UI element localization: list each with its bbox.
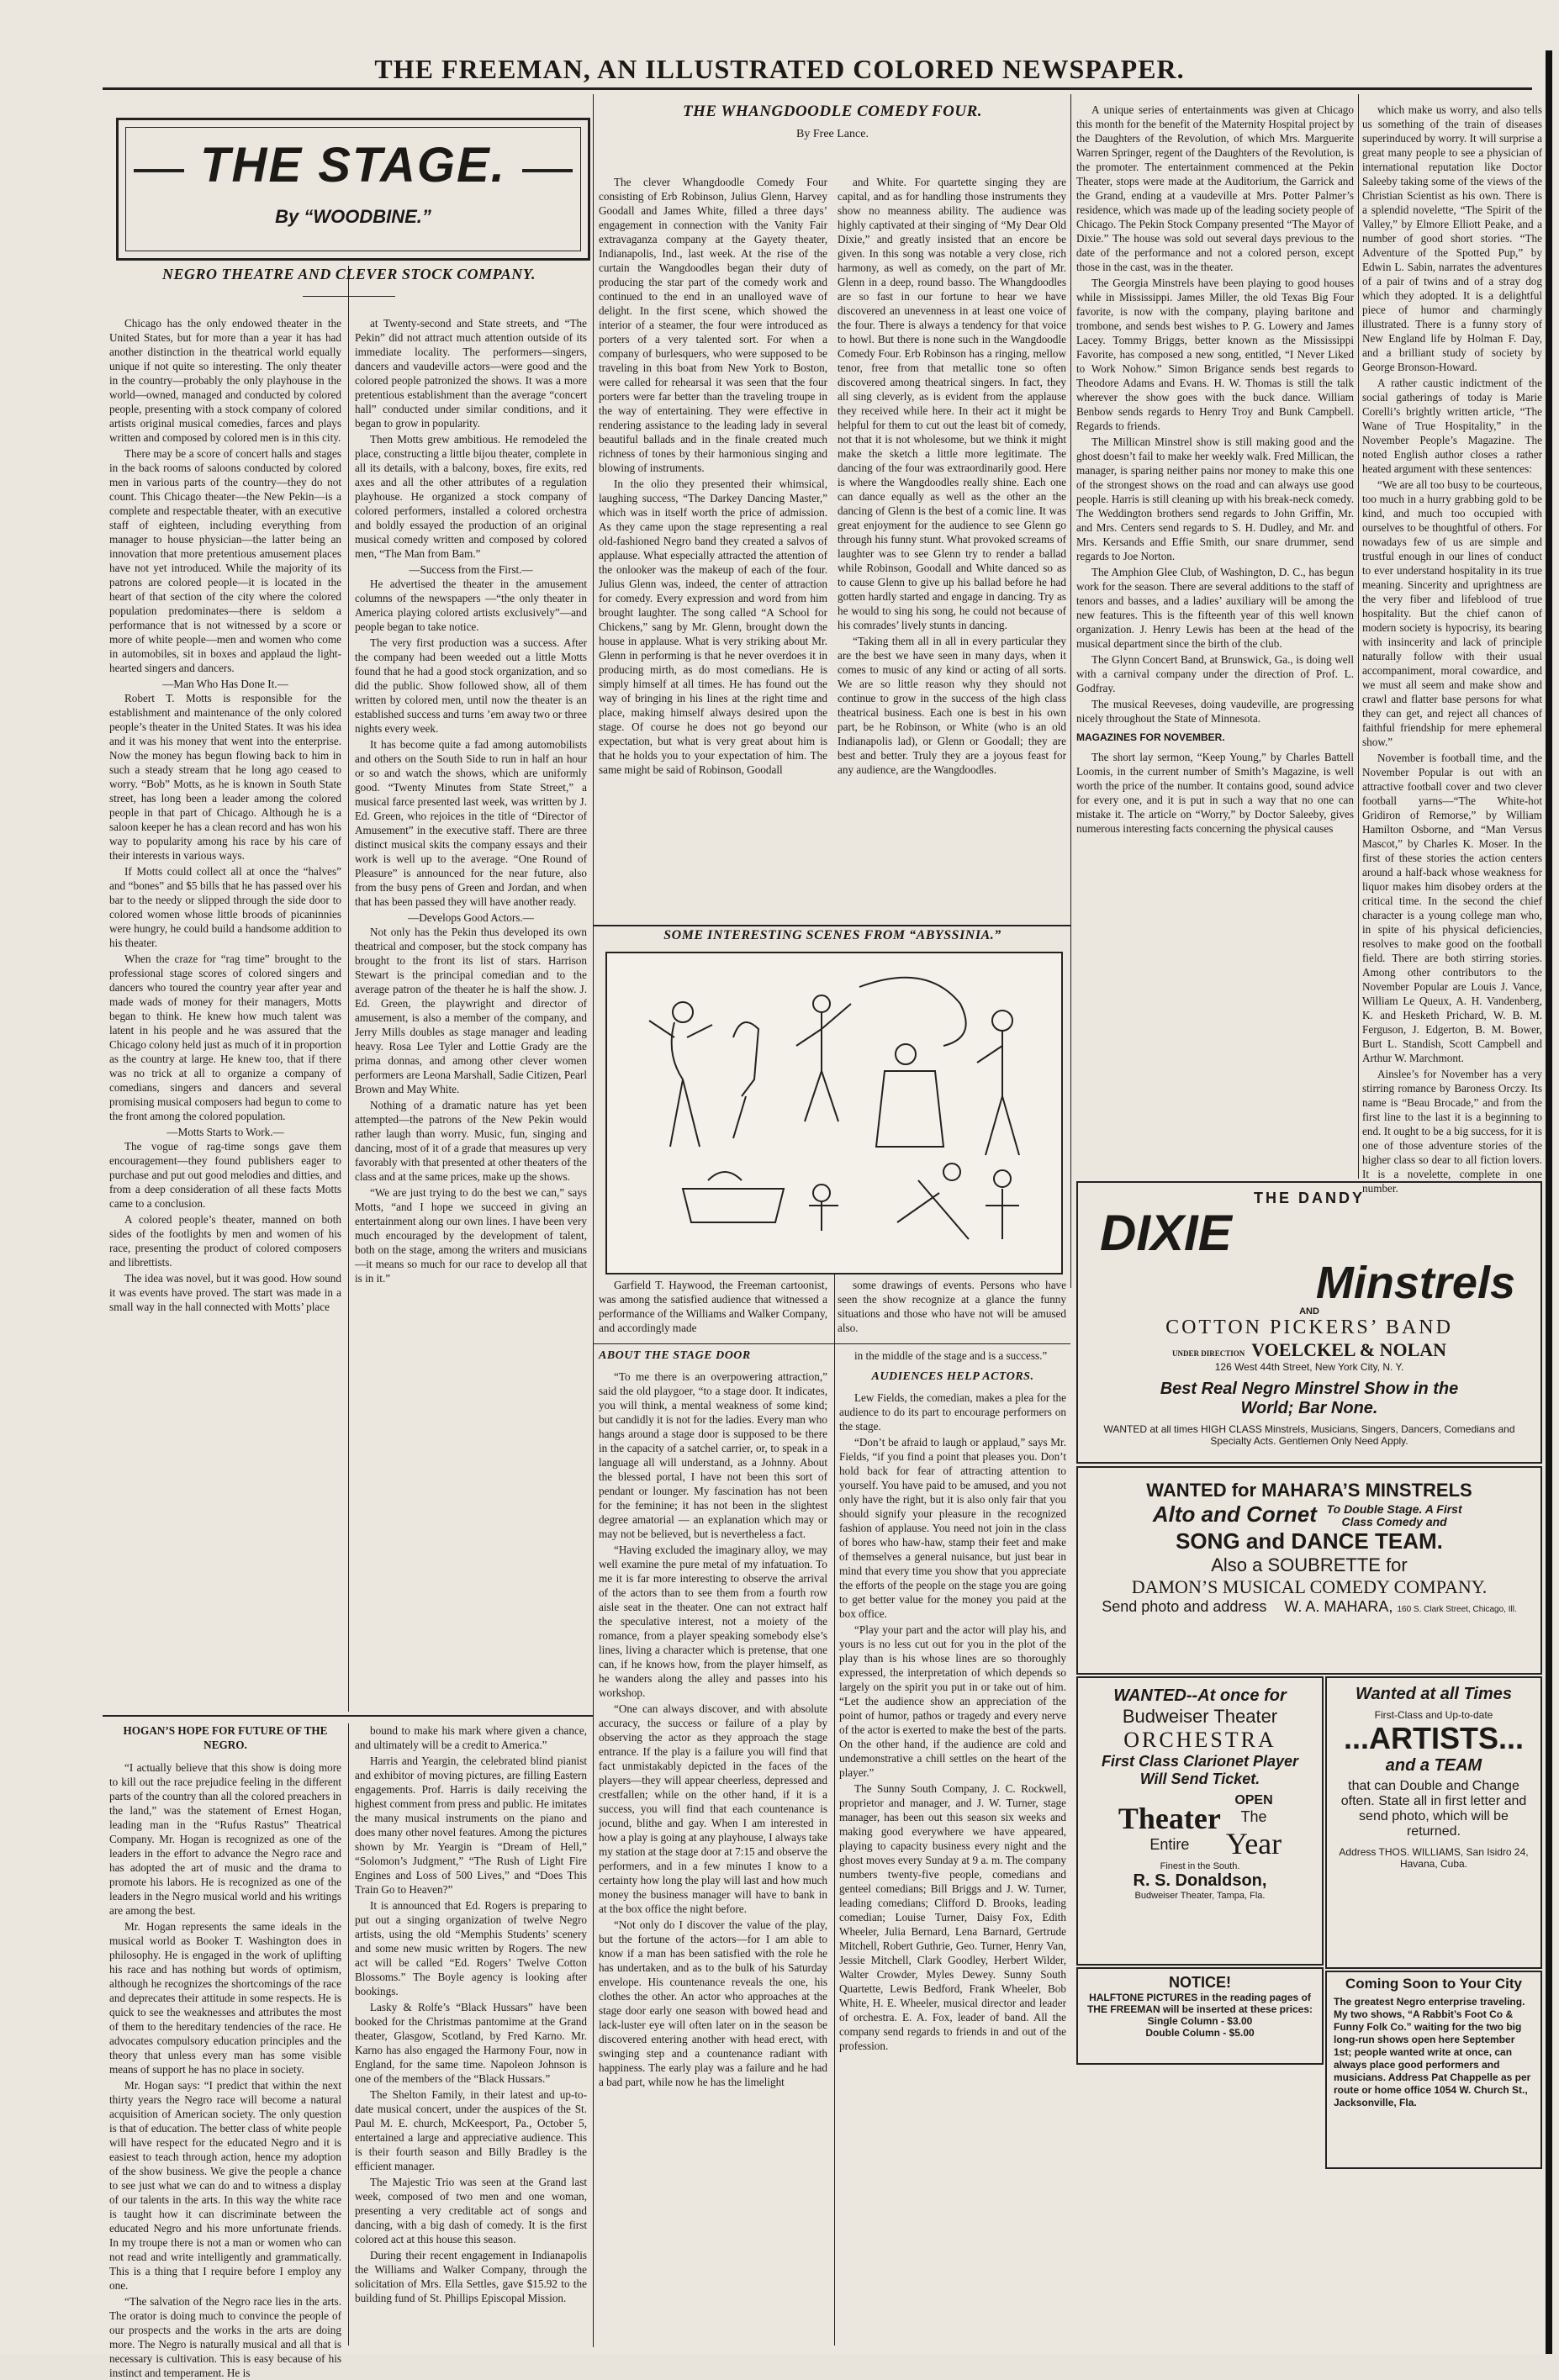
article-paragraph: The idea was novel, but it was good. How sound it was events have proved. The start was made in a small way in the hall connected with Motts’ place bbox=[109, 1272, 341, 1313]
article-paragraph: “I actually believe that this show is doing more to kill out the race prejudice feeling in the different parts of the country than all the colored preachers in the land,” was the statement of Ernest Hogan, leading man in the “Rufus Rastus” Theatrical Company. Mr. Hogan is recognized as one of the leaders in the effort to advance the Negro race and has adopted the art of music and the drama to promote his labors. He is recognized as one of the leaders in the Negro musical world and his writings are among the best. bbox=[109, 1761, 341, 1917]
abyssinia-heading: SOME INTERESTING SCENES FROM “ABYSSINIA.” bbox=[663, 928, 1001, 942]
page-edge bbox=[1546, 50, 1552, 2354]
ad-line: Wanted at all Times bbox=[1356, 1685, 1512, 1703]
article-paragraph: bound to make his mark where given a chance, and ultimately will be a credit to America.” bbox=[355, 1724, 587, 1751]
ad-line: HALFTONE PICTURES in the reading pages of THE FREEMAN will be inserted at these prices: bbox=[1086, 1992, 1313, 2015]
stage-door-col bbox=[599, 1348, 827, 2346]
article-paragraph: There may be a score of concert halls and stages in the back rooms of saloons conducted by colored men in various parts of the country—they do not count. This Chicago theater—the New Pekin—is a complete and respectable theater, with an executive staff of eighteen, including everything from manager to house physician—the latter being an innovation that more pretentious amusement places have not yet introduced. While the majority of its patrons are colored people—it is located in the heart of that section of the city where the colored population predominates—there is seldom a performance that is not witnessed by a score or more of white people—men and women who come in automobiles, sit in boxes and applaud the light-hearted singers and dancers. bbox=[109, 447, 341, 674]
article-paragraph: A unique series of entertainments was given at Chicago this month for the benefit of the Maternity Hospital project by the Daughters of the Revolution, of which Mrs. Marguerite Warren Springer, regent of the Daughters of the Revolution, is the promoter. The entertainment commenced at the Pekin Theater, stops were made at the Auditorium, the Garrick and the Grand, ending at a vaudeville at Mrs. Potter Palmer’s residence, which was made up of the leading society people of Chicago. The Pekin Stock Company presented “The Mayor of Dixie.” The house was sold out several days previous to the date of the performance and not a colored person, except those in the cast, was in the theater. bbox=[1076, 103, 1354, 273]
article-paragraph: “We are just trying to do the best we can,” says Motts, “and I hope we succeed in giving an entertainment along our own lines. I have been very much encouraged by the development of talent, both on the stage, among the writers and musicians—it means so much for our race to develop all that is in it.” bbox=[355, 1186, 587, 1285]
article-paragraph: “One can always discover, and with absolute accuracy, the success or failure of a play by observing the actor as they approach the stage entrance. If the play is a failure you will find that fact unmistakably depicted in the faces of the players—they will appear cheerless, depressed and crestfallen; while on the other hand, if it is a success, you will find that each countenance is jocund, blithe and gay. When I am interested in how a play is going at any playhouse, I always take my station at the stage door at 7:15 and observe the performers, and in a few minutes I know to a certainty how long the play will last and how much money the business manager will have to bank in at the box office the night before. bbox=[599, 1702, 827, 1915]
negro-theatre-col-1 bbox=[109, 316, 341, 1707]
halftone-notice-ad bbox=[1076, 1967, 1324, 2065]
article-paragraph: in the middle of the stage and is a success.” bbox=[854, 1349, 1048, 1362]
artists-wanted-ad bbox=[1325, 1676, 1542, 1969]
right-col-1 bbox=[1076, 103, 1354, 1174]
article-paragraph: Chicago has the only endowed theater in the United States, but for more than a year it has had another distinction in the theatrical world equally unique if not quite so interesting. The only theater in the country—probably the only playhouse in the world—owned, managed and conducted by colored people, presenting with a stock company of colored artists original musical comedies, farces and plays written and composed by colored men is in this city. bbox=[109, 317, 341, 444]
article-paragraph: “Don’t be afraid to laugh or applaud,” says Mr. Fields, “if you find a point that pleases you. Don’t hold back for fear of attracting attention to yourself. You have paid to be amused, and you not only have the right, but it is also only fair that you should signify your pleasure in the recognized fashion of applause. You need not join in the class of bores who haw-haw, stamp their feet and make of themselves a general nuisance, but just bear in mind that every time you show that you appreciate the efforts of the people on the stage you are going to get better value for the money you paid at the box office. bbox=[839, 1436, 1066, 1620]
ad-line: Year bbox=[1225, 1827, 1282, 1860]
cartoon-caption: Garfield T. Haywood, the Freeman cartoonist, was among the satisfied audience that witnessed a performance of the Williams and Walker Company, and accordingly made bbox=[599, 1279, 827, 1334]
abyssinia-heading-wrap bbox=[599, 928, 1066, 948]
magazines-heading: MAGAZINES FOR NOVEMBER. bbox=[1076, 731, 1225, 743]
section-rule bbox=[594, 1343, 1070, 1344]
ad-line: Double Column - $5.00 bbox=[1145, 2027, 1255, 2039]
coming-soon-ad bbox=[1325, 1971, 1542, 2169]
ad-line: AND bbox=[1299, 1306, 1319, 1317]
ad-line: DAMON’S MUSICAL COMEDY COMPANY. bbox=[1131, 1576, 1488, 1598]
article-paragraph: When the craze for “rag time” brought to the professional stage scores of colored singers and dancers who toured the country year after year and made wads of money for their managers, Motts began to think. He knew how much talent was latent in his people and he was assured that the Chicago colony held just as much of it in proportion as the country at large. He knew too, that if there was no trick at all to organize a company of comedians, singers and dancers and several promising musical composers had begun to come to the front among the colored population. bbox=[109, 953, 341, 1122]
article-paragraph: The short lay sermon, “Keep Young,” by Charles Battell Loomis, in the current number of Smith’s Magazine, is well worth the price of the number. It contains good, sound advice for every one, and it is put in such a way that no one can mistake it. The article on “Worry,” by Doctor Saleeby, gives numerous interesting facts concerning the physical causes bbox=[1076, 751, 1354, 835]
article-paragraph: “Taking them all in all in every particular they are the best we have seen in many days, when it comes to music of any kind or acting of all sorts. We are so little reason why they should not continue to grow in the success of the high class theatrical business. Each one is best in his own part, be he Robinson, or White (who is an old Indianapolis lad), or Glenn or Goodall; they are best and better. Truly they are a joyous feast for any audience, are the Wangdoodles. bbox=[838, 635, 1066, 776]
abyssinia-caption-2 bbox=[838, 1278, 1066, 1340]
column-rule bbox=[1070, 94, 1071, 1288]
article-paragraph: Lasky & Rolfe’s “Black Hussars” have been booked for the Christmas pantomime at the Grand theater, Glasgow, Scotland, by Fred Karno. Mr. Karno has also engaged the Harmony Four, now in England, for the same time. Napoleon Johnson is one of the members of the “Black Hussars.” bbox=[355, 2001, 587, 2085]
article-paragraph: The clever Whangdoodle Comedy Four consisting of Erb Robinson, Julius Glenn, Harvey Goodall and James White, filled a three days’ engagement in connection with the Vanity Fair extravaganza company at the Gayety theater, Indianapolis, Ind., last week. At the rise of the curtain the Wangdoodles began their duty of producing the star part of the comedy work and continued to the end in an unalloyed wave of delight. In the first scene, which showed the interior of a steamer, the four were introduced as porters of a very talented sort. For when a company of burlesquers, who were supposed to be traveling in this boat from New York to Boston, were called for rehearsal it was seen that the four porters were far better than the traveling troupe in the way of entertaining. They were effective in rendering assistance to the leading lady in several beautiful ballads and in the finale created much richness of tones by their harmonious singing and blowing of instruments. bbox=[599, 176, 827, 474]
ad-line: Send photo and address bbox=[1102, 1598, 1267, 1616]
stage-title: THE STAGE. bbox=[200, 138, 506, 193]
ad-line: NOTICE! bbox=[1169, 1974, 1231, 1991]
budweiser-theater-ad bbox=[1076, 1676, 1324, 1966]
article-paragraph: He advertised the theater in the amusement columns of the newspapers —“the only theater in America playing colored artists exclusively”—and people began to take notice. bbox=[355, 578, 587, 633]
ad-line: W. A. MAHARA, bbox=[1284, 1598, 1393, 1616]
subheading: —Motts Starts to Work.— bbox=[166, 1126, 284, 1138]
article-paragraph: at Twenty-second and State streets, and “The Pekin” did not attract much attention outside of its immediate locality. The performers—singers, dancers and vaudeville actors—were good and the colored people patronized the shows. It was a more pretentious establishment than the average “concert hall” conducted under similar conditions, and it began to grow in popularity. bbox=[355, 317, 587, 430]
article-paragraph: The musical Reeveses, doing vaudeville, are progressing nicely throughout the State of Minnesota. bbox=[1076, 698, 1354, 725]
article-paragraph: “To me there is an overpowering attraction,” said the old playgoer, “to a stage door. It indicates, you will think, a mental weakness of some kind; but candidly it is not for the ladies. Every man who hangs around a stage door is supposed to be there in the capacity of a satchel carrier, or, to speak in a language all will understand, as a Johnny. About the blessed portal, I have not been this sort of pendant or lounger. My fascination has not been for the feminine; it has not been in the slightest degree amatorial — an explanation which may or may not be believed, but is nevertheless a fact. bbox=[599, 1370, 827, 1540]
ad-line: First-Class and Up-to-date bbox=[1374, 1709, 1493, 1721]
ad-line: Minstrels bbox=[1315, 1258, 1515, 1308]
ad-line: ...ARTISTS... bbox=[1343, 1721, 1524, 1755]
article-paragraph: “Play your part and the actor will play his, and yours is no less cut out for you in the plot of the play than is his whose lines are so thoroughly expressed, the interpretation of which depends so largely on the spirit you put in or take out of him. “Let the audience show an appreciation of the point of humor, pathos or tragedy and every nerve of the actor is exerted to make the best of the parts. On the other hand, if the audience are cold and undemonstrative a chill settles on the heart of the player.” bbox=[839, 1623, 1066, 1779]
hogan-col-1 bbox=[109, 1723, 341, 2379]
ad-line: Best Real Negro Minstrel Show in the bbox=[1160, 1380, 1459, 1398]
article-paragraph: “The salvation of the Negro race lies in the arts. The orator is doing much to convince the people of our prospects and the works in the arts are doing more. The Negro is naturally musical and all that is necessary is cultivation. This is easy because of his instinct and temperament. He is bbox=[109, 2295, 341, 2379]
whangdoodle-col-1 bbox=[599, 175, 827, 921]
ad-line: Also a SOUBRETTE for bbox=[1211, 1554, 1408, 1576]
article-paragraph: The Millican Minstrel show is still making good and the ghost doesn’t fail to make her weekly walk. Fred Millican, the manager, is sparing neither pains nor money to make this one of the strongest shows on the road and can always use good people. Harris is still cleaning up with his break-neck comedy. The Weddington brothers send regards to John Griffin, Mr. and Mrs. Centers send regards to S. H. Dudley, and Mr. and Mrs. Kersands and Effie Smith, our snare drummer, send regards to Joe Norton. bbox=[1076, 435, 1354, 562]
ad-line: VOELCKEL & NOLAN bbox=[1251, 1339, 1447, 1360]
article-paragraph: Mr. Hogan represents the same ideals in the musical world as Booker T. Washington does in philosophy. He is engaged in the work of uplifting his race and has nothing but words of optimism, although he recognizes the shortcomings of the race and deprecates their attitude in some respects. He is quick to see the weaknesses and attributes the most of them to the hereditary tendencies of the race. He advocates compulsory education principles and the theory that unless every man has some visible means of support he has no place in society. bbox=[109, 1920, 341, 2076]
ad-line: ORCHESTRA bbox=[1123, 1728, 1276, 1752]
ad-line: and a TEAM bbox=[1385, 1756, 1482, 1775]
column-rule bbox=[348, 1723, 349, 2346]
article-paragraph: A colored people’s theater, manned on both sides of the footlights by men and women of his race, presenting the product of colored composers and librettists. bbox=[109, 1213, 341, 1269]
audiences-heading: AUDIENCES HELP ACTORS. bbox=[871, 1370, 1034, 1383]
dixie-minstrels-ad bbox=[1076, 1181, 1542, 1464]
article-paragraph: It is announced that Ed. Rogers is preparing to put out a singing organization of twelve Negro artists, using the old “Memphis Students’ scenery and some new music written by Rogers. The new act will be called “Ed. Rogers’ Twelve Cotton Blossoms.” The Boyle agency is looking after bookings. bbox=[355, 1899, 587, 1997]
article-paragraph: Ainslee’s for November has a very stirring romance by Baroness Orczy. Its name is “Beau Brocade,” and from the first line to the last it is a beginning to end. It ought to be a big success, for it is one of those adventure stories of the higher class so dear to all fiction lovers. It is a novelette, complete in one number. bbox=[1362, 1068, 1542, 1195]
ad-line: DIXIE bbox=[1100, 1205, 1232, 1261]
ad-line: Address THOS. WILLIAMS, San Isidro 24, Havana, Cuba. bbox=[1339, 1846, 1529, 1870]
ad-line: Alto and Cornet bbox=[1152, 1501, 1317, 1527]
ad-line: WANTED for MAHARA’S MINSTRELS bbox=[1146, 1480, 1472, 1501]
whangdoodle-header bbox=[599, 103, 1066, 156]
article-paragraph: The Glynn Concert Band, at Brunswick, Ga., is doing well with a carnival company under the direction of Prof. L. Godfray. bbox=[1076, 653, 1354, 694]
article-paragraph: The Amphion Glee Club, of Washington, D. C., has begun work for the season. There are several additions to the staff of tenors and basses, and a ladies’ auxiliary will be among the new features. This is the fifteenth year of this well known organization. J. Henry Lewis has been at the head of the musical department since the birth of the club. bbox=[1076, 566, 1354, 650]
ad-line: WANTED--At once for bbox=[1113, 1686, 1287, 1705]
ad-line: World; Bar None. bbox=[1240, 1399, 1378, 1417]
article-paragraph: During their recent engagement in Indianapolis the Williams and Walker Company, through the solicitation of Mrs. Ella Settles, gave $15.92 to the building fund of St. Phillips Episcopal Mission. bbox=[355, 2249, 587, 2304]
stage-byline: By “WOODBINE.” bbox=[275, 206, 431, 227]
article-paragraph: The Shelton Family, in their latest and up-to-date musical concert, under the auspices of the St. Paul M. E. church, McKeesport, Pa., October 5, entertained a large and appreciative audience. This is their fourth season and Billy Bradley is the efficient manager. bbox=[355, 2088, 587, 2172]
whangdoodle-heading: THE WHANGDOODLE COMEDY FOUR. bbox=[682, 103, 983, 120]
article-paragraph: Lew Fields, the comedian, makes a plea for the audience to do its part to encourage performers on the stage. bbox=[839, 1391, 1066, 1433]
ad-line: COTTON PICKERS’ BAND bbox=[1165, 1317, 1453, 1338]
ad-line: Coming Soon to Your City bbox=[1345, 1976, 1522, 1992]
mahara-minstrels-ad bbox=[1076, 1466, 1542, 1675]
column-rule bbox=[348, 266, 349, 1712]
ad-line: UNDER DIRECTION bbox=[1171, 1349, 1245, 1358]
article-paragraph: If Motts could collect all at once the “halves” and “bones” and $5 bills that he has passed over his bar to the needy or slipped through the side door to colored women whose little broods of picaninnies were hungry, he could build a handsome addition to his theater. bbox=[109, 865, 341, 949]
column-rule bbox=[834, 1261, 835, 2346]
article-paragraph: In the olio they presented their whimsical, laughing success, “The Darkey Dancing Master,” which was in itself worth the price of admission. As they came upon the stage representing a real old-fashioned Negro band they created a salvos of applause. What especially attracted the attention of the onlooker was the makeup of each of the four. Julius Glenn was, indeed, the center of attraction for comedy. Every expression and word from him brought laughter. The song called “A School for Chickens,” sang by Mr. Glenn, brought down the house in applause. What is very striking about Mr. Glenn in performing is that he never overdoes it in producing mirth, as do most comedians. He is simply himself at all times. He has found out the way of bringing in his lines at the right time and place, making himself always desired upon the stage. Of course he does not go beyond our expectation, but what is very great about him is that he holds you to your expectation of him. The same might be said of Robinson, Goodall bbox=[599, 478, 827, 776]
article-paragraph: Mr. Hogan says: “I predict that within the next thirty years the Negro race will become a natural acquisition of American society. The only question is that of education. The better class of white people will have respect for the educated Negro and it is easiest to teach through action, hence my adoption of the show business. We give the people a chance to see just what we can do and to witness a display of our talents in the arts. In this way the white race is taught how it can discriminate between the educated Negro and his more unfortunate friends. In my troupe there is not a man or women who can not read and write intelligently and grammatically. This is a thing that I require before I employ any one. bbox=[109, 2079, 341, 2292]
stage-header-box bbox=[116, 118, 590, 261]
stage-door-heading: ABOUT THE STAGE DOOR bbox=[599, 1349, 751, 1362]
audiences-col bbox=[839, 1348, 1066, 2346]
ad-line: The bbox=[1240, 1808, 1267, 1825]
ad-line: To Double Stage. A First Class Comedy and bbox=[1326, 1502, 1462, 1529]
hogan-col-2 bbox=[355, 1723, 587, 2346]
article-paragraph: A rather caustic indictment of the social gatherings of today is Marie Corelli’s brightly written article, “The Wane of True Hospitality,” in the November People’s Magazine. The noted English author closes a rather heated argument with these sentences: bbox=[1362, 377, 1542, 475]
ad-line: SONG and DANCE TEAM. bbox=[1176, 1528, 1443, 1554]
article-paragraph: Not only has the Pekin thus developed its own theatrical and composer, but the stock company has brought to the front its list of stars. Harrison Stewart is the principal comedian and to the average patron of the theater he is half the show. J. Ed. Green, the playwright and director of amusement, is also a member of the company, and Jerry Mills doubles as stage manager and leading heavy. Rosa Lee Tyler and Lottie Grady are the prima donnas, and among other clever women performers are Leona Marshall, Sadie Citizen, Pearl Brown and May White. bbox=[355, 926, 587, 1095]
ad-line: Entire bbox=[1149, 1836, 1190, 1853]
article-paragraph: The Sunny South Company, J. C. Rockwell, proprietor and manager, and J. W. Turner, stage manager, has been out this season six weeks and making good everywhere we have appeared, playing to capacity business every night and the ghost moves every Sunday at 9 a. m. The company numbers twenty-five people, comedians and genteel comedians; Bill Briggs and J. W. Turner, leading comedians; Clifford D. Brooks, leading comedian; Louise Turner, Daisy Fox, Edith Wheeler, Julia Bernard, Lena Barnard, Gertrude Mitchell, Robert Guthrie, Geo. Turner, Henry Van, Jessie Mitchell, Clark Goodley, Herbert Wilder, Walter Crowder, Myles Dewey. Sunny South Quartette, Lewis Bedford, Frank Wheeler, Bob White, H. E. Wheeler, musical director and leader of orchestra. E. A. Fox, leader of band. All the company send regards to friends in and out of the profession. bbox=[839, 1782, 1066, 2052]
article-paragraph: and White. For quartette singing they are capital, and as for handling those instruments they show no meanness ability. The audience was highly captivated at their singing of “My Dear Old Dixie,” and greatly insisted that an encore be given. In this song was notable a very close, rich harmony, as well as comedy, on the part of Mr. Glenn in a deep, round basso. The Whangdoodles are so fast in our fortune to hear we have discovered an unevenness in at least one voice of the four. There is always a tendency for that voice to howl. But there is none such in the Wangdoodle Comedy Four. Erb Robinson has a ringing, mellow tenor, free from that metallic tone so often discovered among theatrical singers. In fact, they all sing cleverly, as is evident from the applause they received while here. In their act it might be helpful for them to cut out the least bit of comedy, not that it is not wholesome, but we think it might make the sketch a little more legitimate. The dancing of the four was extraordinarily good. Here is where the Wangdoodles really shine. Each one can dance equally as well as the other an the dancing of Glenn is the best of a comic line. It was great enjoyment for the audience to see Glenn go through his funny stunt. What provoked screams of laughter was to see Glenn try to render a ballad while Robinson, Goodall and White danced so as to cause Glenn to give up his ballad before he had gotten hardly started and engage in dancing. Try as he would to sing his song, he could not because of his comrades’ lively stunts in dancing. bbox=[838, 176, 1066, 631]
article-paragraph: The Majestic Trio was seen at the Grand last week, composed of two men and one woman, presenting a very creditable act of songs and dancing, with a big dash of comedy. It is the first colored act at this house this season. bbox=[355, 2176, 587, 2245]
article-paragraph: Then Motts grew ambitious. He remodeled the place, constructing a little bijou theater, complete in all its details, with a balcony, boxes, fire exits, red axes and all the other attributes of a regulation playhouse. He organized a stock company of colored performers, installed a colored orchestra and boldly essayed the production of an original musical comedy written and composed by colored men, “The Man from Bam.” bbox=[355, 433, 587, 560]
article-paragraph: The Georgia Minstrels have been playing to good houses while in Mississippi. James Miller, the old Texas Big Four favorite, is now with the company, playing baritone and trombone, and sends best wishes to P. G. Lowery and James Lacey. Tommy Briggs, better known as the Mississippi Favorite, has composed a new song, entitled, “I Never Liked to Work Nohow.” Simon Brigance sends best regards to Theodore Adams and Evans. H. W. Thomas is still the talk wherever the show goes with the buck dance. William Benbow sends regards to Henry Troy and Bunk Campbell. Regards to friends. bbox=[1076, 277, 1354, 432]
ad-line: The greatest Negro enterprise traveling. My two shows, “A Rabbit’s Foot Co & Funny Folk Co.” waiting for the two big long-run shows open here September 1st; people wanted write at once, can always place good performers and musicians. Address Pat Chappelle as per route or home office 1054 W. Church St., Jacksonville, Fla. bbox=[1334, 1996, 1531, 2108]
ad-line: WANTED at all times HIGH CLASS Minstrels, Musicians, Singers, Dancers, Comedians and Specialty Acts. Gentlemen Only Need Apply. bbox=[1103, 1423, 1515, 1447]
article-paragraph: “Having excluded the imaginary alloy, we may well examine the pure metal of my infatuation. To me it is far more interesting to observe the arrival of the actors than to see them from a fourth row aisle seat in the theater. One can not extract half the speculative interest, not a moiety of the romance, from a player speaking somebody else’s lines, living a character which is pretense, that one can, if he knows how, from the player himself, as he wanders along the alley and passes into his workshop. bbox=[599, 1544, 827, 1699]
heading-rule bbox=[303, 296, 395, 297]
hogan-heading: HOGAN’S HOPE FOR FUTURE OF THE NEGRO. bbox=[123, 1724, 328, 1751]
masthead: THE FREEMAN, AN ILLUSTRATED COLORED NEWSPAPER. bbox=[374, 54, 1185, 84]
article-paragraph: November is football time, and the November Popular is out with an attractive football cover and two clever football yarns—“The White-hot Gridiron of Remorse,” by William Hamilton Osborne, and “Man Versus Mascot,” by Charles K. Moser. In the first of these stories the action centers around a half-back whose weakness for liquor makes him disobey orders at the critical time. In the second the chief character is a young college man who, in spite of his physical deficiencies, resolves to make good on the football field. There are both stirring stories. Among other contributors to the November Popular are Louis J. Vance, William Le Queux, A. H. Vandenberg, K. and Hesketh Prichard, W. B. M. Ferguson, J. Edgerton, B. M. Bower, Burt L. Standish, Scott Campbell and Arthur W. Marchmont. bbox=[1362, 752, 1542, 1064]
section-rule bbox=[594, 925, 1070, 926]
ad-line: Single Column - $3.00 bbox=[1147, 2015, 1253, 2027]
negro-theatre-heading: NEGRO THEATRE AND CLEVER STOCK COMPANY. bbox=[162, 266, 536, 282]
article-paragraph: The vogue of rag-time songs gave them encouragement—they found publishers eager to purchase and put out good melodies and ditties, and from a deep consideration of all these facts Motts came to a conclusion. bbox=[109, 1140, 341, 1210]
negro-theatre-col-2 bbox=[355, 316, 587, 1707]
ad-line: 126 West 44th Street, New York City, N. Y. bbox=[1214, 1361, 1404, 1373]
ad-line: Finest in the South. bbox=[1160, 1861, 1240, 1871]
ad-line: Budweiser Theater bbox=[1122, 1706, 1278, 1727]
ad-line: R. S. Donaldson, bbox=[1133, 1871, 1267, 1890]
article-paragraph: Nothing of a dramatic nature has yet been attempted—the patrons of the New Pekin would rather laugh than worry. Music, fun, singing and dancing, most of it of a grade that measures up very favorably with that presented at other theaters of the class and at the same prices, make up the shows. bbox=[355, 1099, 587, 1183]
ad-line: Will Send Ticket. bbox=[1139, 1770, 1260, 1787]
whangdoodle-byline: By Free Lance. bbox=[796, 128, 869, 140]
masthead-rule bbox=[103, 87, 1532, 90]
whangdoodle-col-2 bbox=[838, 175, 1066, 921]
article-paragraph: “Not only do I discover the value of the play, but the fortune of the actors—for I am able to know if a man has been satisfied with the role he has undertaken, and as to the bulk of his Saturday envelope. His countenance reveals the one, his clothes the other. An actor who approaches at the stage door early one season with bowed head and lack-luster eye will often later on in the season be discovered entering another with head erect, with swinging step and a countenance radiant with happiness. The early play was a failure and he had a bad part, while now he has the limelight bbox=[599, 1918, 827, 2088]
ad-line: First Class Clarionet Player bbox=[1101, 1753, 1299, 1770]
cartoon-caption: some drawings of events. Persons who have seen the show recognize at a glance the funny situations and those who have not will be amused also. bbox=[838, 1279, 1066, 1334]
abyssinia-caption-1 bbox=[599, 1278, 827, 1340]
article-paragraph: Robert T. Motts is responsible for the establishment and maintenance of the only colored people’s theater in the United States. It was his idea and it was his money that went into the enterprise. Now the money has begun flowing back to him in such a steady stream that he long ago ceased to worry. “Bob” Motts, as he is known in South State street, has long been a leader among the colored people in that part of Chicago. Although he is a saloon keeper he has a clean record and has won his way to popularity among his race by his care of their interests in various ways. bbox=[109, 692, 341, 862]
abyssinia-cartoon bbox=[605, 952, 1063, 1274]
column-rule bbox=[593, 94, 594, 2347]
right-col-2 bbox=[1362, 103, 1542, 1195]
article-paragraph: “We are all too busy to be courteous, too much in a hurry grabbing gold to be kind, and much too occupied with ourselves to be thoughtful of others. For nowadays few of us are simple and trustful enough in our lines of conduct to ever understand hospitality in its true meaning. Sincerity and uprightness are the very fiber and lifeblood of true hospitality. But the chief canon of modern society is hypocrisy, its bearing with insincerity and lack of principle naturally follow with their usual accompaniment, moral cowardice, and we must all seem and make show and crawl and flatter base persons for what they can get, and reject all chances of faithful friendship for mere ephemeral show.” bbox=[1362, 478, 1542, 748]
article-paragraph: The very first production was a success. After the company had been weeded out a little Motts found that he had a good stock organization, and so did the public. Show followed show, all of them written by colored men, until now the theater is an established success and turns ’em away two or three nights every week. bbox=[355, 636, 587, 735]
subheading: —Success from the First.— bbox=[409, 563, 533, 576]
ad-line: Theater bbox=[1118, 1802, 1221, 1835]
article-paragraph: Harris and Yeargin, the celebrated blind pianist and exhibitor of moving pictures, are filling Eastern engagements. Prof. Harris is daily receiving the highest comment from press and public. He imitates the many musical instruments on the piano and does many other novel features. Among the pictures shown by Mr. Yeargin is “Dream of Hell,” “Solomon’s Judgment,” “The Rush of Light Fire Engines and Loss of 500 Lives,” and “Does This Train Go to Heaven?” bbox=[355, 1755, 587, 1896]
subheading: —Man Who Has Done It.— bbox=[162, 678, 288, 690]
article-paragraph: It has become quite a fad among automobilists and others on the South Side to run in half an hour or so and watch the shows, which are uniformly good. “Twenty Minutes from State Street,” a musical farce presented last week, was written by J. Ed. Green, who rejoices in the title of “Director of Amusement” in the executive staff. There are three distinct musical skits the company essays and their work is well up to the average. “One Round of Pleasure” is announced for the near future, also from the busy pens of Green and Jordan, and when that has been passed they will have another ready. bbox=[355, 738, 587, 908]
ad-line: 160 S. Clark Street, Chicago, Ill. bbox=[1397, 1605, 1517, 1615]
column-rule bbox=[1358, 94, 1359, 1179]
subheading: —Develops Good Actors.— bbox=[408, 911, 534, 924]
article-paragraph: which make us worry, and also tells us something of the train of diseases superinduced by worry. It will surprise a great many people to see a physician of international reputation like Doctor Saleeby taking some of the views of the Christian Scientist as his own. There is a splendid novelette, “The Spirit of the Valley,” by Elmore Elliott Peake, and a number of good short stories. “The Adventure of the Spotted Pup,” by Edwin L. Sabin, narrates the adventures of a pair of twins and of a stray dog which they adopted. It is a delightful piece of humor and charmingly illustrated. There is a funny story of New England life by Holman F. Day, and a brilliant study of society by George Bronson-Howard. bbox=[1362, 103, 1542, 373]
ad-line: THE DANDY bbox=[1253, 1190, 1365, 1206]
ad-line: Budweiser Theater, Tampa, Fla. bbox=[1134, 1891, 1266, 1901]
ad-line: OPEN bbox=[1234, 1793, 1273, 1807]
section-rule bbox=[103, 1715, 593, 1717]
cartoon-drawing bbox=[607, 953, 1061, 1273]
negro-theatre-heading-wrap bbox=[109, 266, 589, 291]
ad-line: that can Double and Change often. State all in first letter and send photo, which will be returned. bbox=[1340, 1779, 1527, 1839]
